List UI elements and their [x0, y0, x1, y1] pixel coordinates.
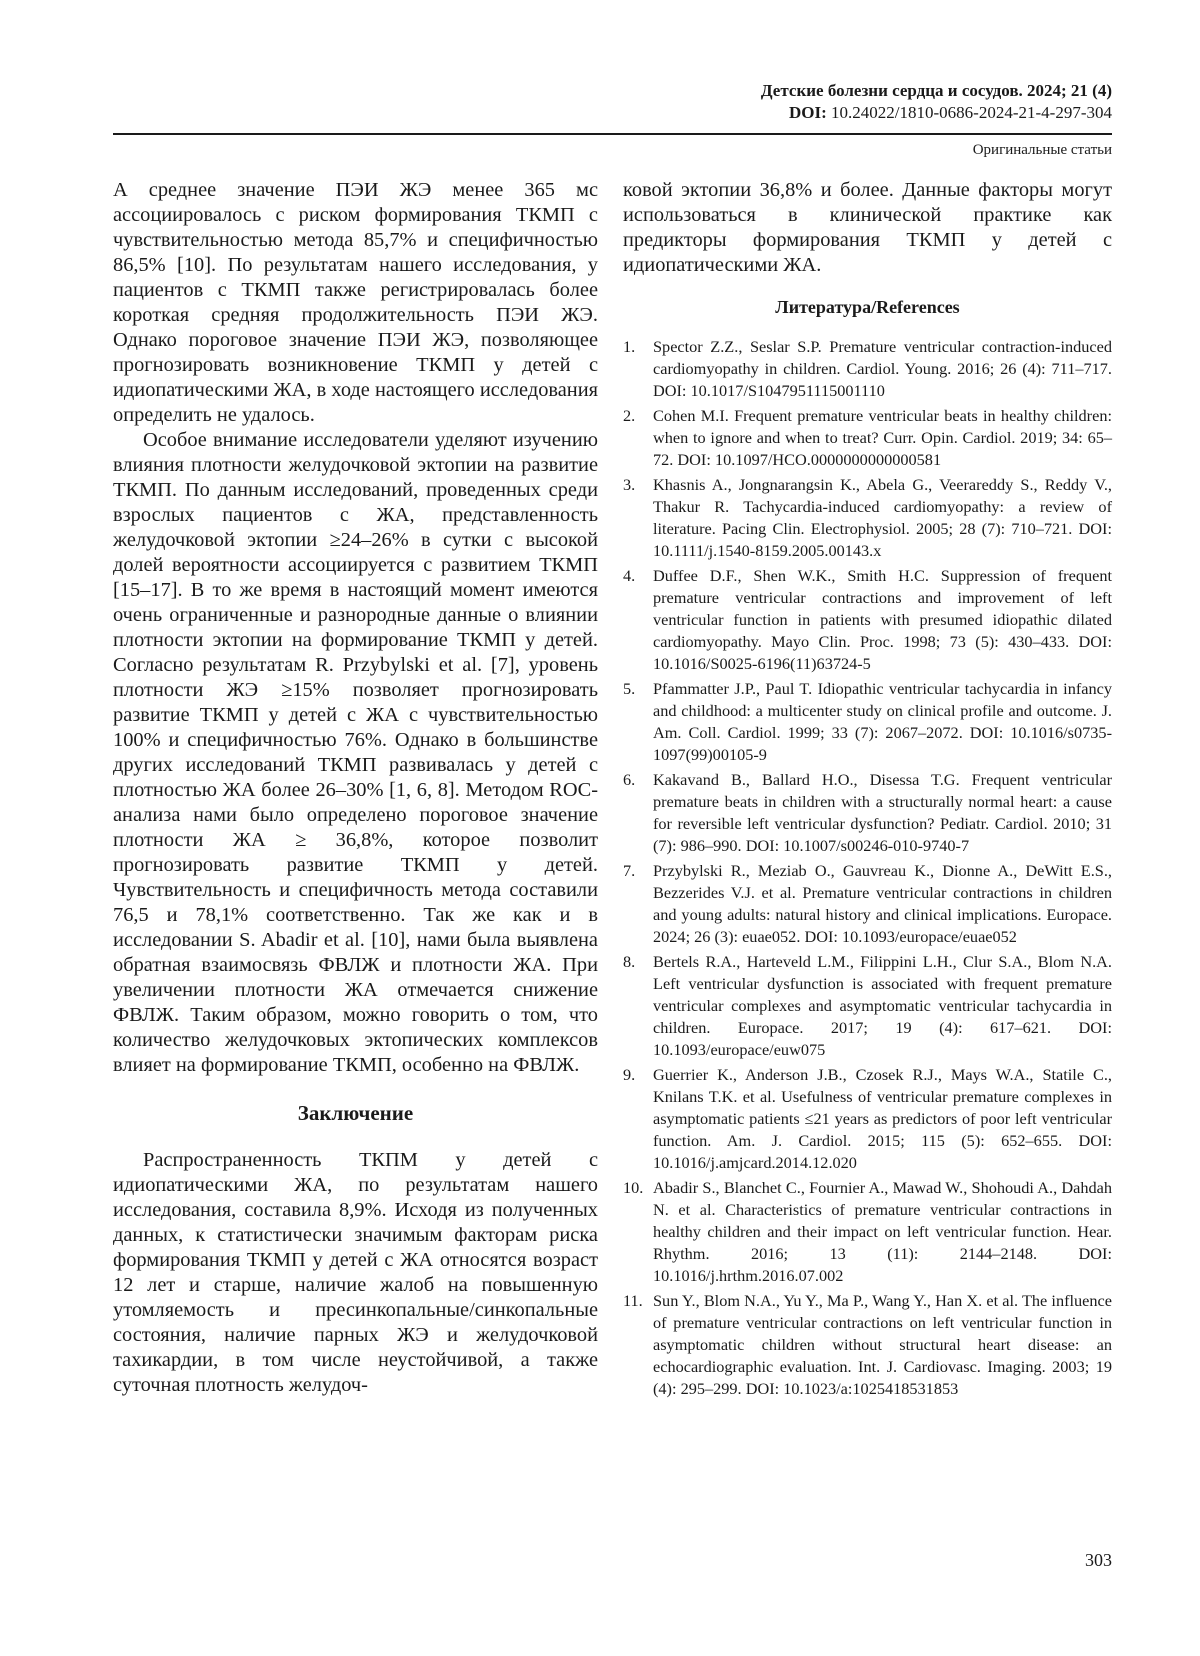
reference-item [623, 1177, 1112, 1287]
reference-number: 7. [623, 861, 636, 880]
reference-text: Sun Y., Blom N.A., Yu Y., Ma P., Wang Y., Han X. et al. The influence of premature ventricular contractions on left ventricular function in asymptomatic children without structural heart disease: an echocardiographic evaluation. Int. J. Cardiovasc. Imaging. 2003; 19 (4): 295–299. DOI: 10.1023/a:1025418531853 [653, 1291, 1112, 1398]
reference-item [623, 405, 1112, 471]
reference-item [623, 860, 1112, 948]
reference-text: Khasnis A., Jongnarangsin K., Abela G., Veerareddy S., Reddy V., Thakur R. Tachycardia-induced cardiomyopathy: a review of literature. Pacing Clin. Electrophysiol. 2005; 28 (7): 710–721. DOI: 10.1111/j.1540-8159.2005.00143.x [653, 475, 1112, 560]
running-header [761, 80, 1112, 124]
body-paragraph-2: Особое внимание исследователи уделяют изучению влияния плотности желудочковой эктопии на развитие ТКМП. По данным исследований, проведенных среди взрослых пациентов с ЖА, представленность желудочковой эктопии ≥24–26% в сутки с высокой долей вероятности ассоциируется с развитием ТКМП [15–17]. В то же время в настоящий момент имеются очень ограниченные и разнородные данные о влиянии плотности эктопии на формирование ТКМП у детей. Согласно результатам R. Przybylski et al. [7], уровень плотности ЖЭ ≥15% позволяет прогнозировать развитие ТКМП у детей с ЖА с чувствительностью 100% и специфичностью 76%. Однако в большинстве других исследований ТКМП развивалась у детей с плотностью ЖА более 26–30% [1, 6, 8]. Методом ROC-анализа нами было определено пороговое значение плотности ЖА ≥ 36,8%, которое позволит прогнозировать развитие ТКМП у детей. Чувствительность и специфичность метода составили 76,5 и 78,1% соответственно. Так же как и в исследовании S. Abadir et al. [10], нами была выявлена обратная взаимосвязь ФВЛЖ и плотности ЖА. При увеличении плотности ЖА отмечается снижение ФВЛЖ. Таким образом, можно говорить о том, что количество желудочковых эктопических комплексов влияет на формирование ТКМП, особенно на ФВЛЖ. [113, 429, 598, 1076]
reference-text: Przybylski R., Meziab O., Gauvreau K., Dionne A., DeWitt E.S., Bezzerides V.J. et al. Premature ventricular contractions in children and young adults: natural history and clinical implications. Europace. 2024; 26 (3): euae052. DOI: 10.1093/europace/euae052 [653, 861, 1112, 946]
conclusion-heading: Заключение [297, 1101, 414, 1125]
section-label: Оригинальные статьи [972, 142, 1112, 158]
conclusion-continuation: ковой эктопии 36,8% и более. Данные факторы могут использоваться в клинической практике как предикторы формирования ТКМП у детей с идиопатическими ЖА. [623, 179, 1112, 276]
reference-number: 6. [623, 770, 636, 789]
reference-number: 9. [623, 1065, 636, 1084]
reference-item [623, 769, 1112, 857]
reference-item [623, 678, 1112, 766]
reference-text: Bertels R.A., Harteveld L.M., Filippini L.H., Clur S.A., Blom N.A. Left ventricular dysfunction is associated with frequent premature ventricular complexes and asymptomatic ventricular tachycardia in children. Europace. 2017; 19 (4): 617–621. DOI: 10.1093/europace/euw075 [653, 952, 1112, 1059]
reference-number: 1. [623, 337, 636, 356]
conclusion-paragraph: Распространенность ТКПМ у детей с идиопатическими ЖА, по результатам нашего исследования, составила 8,9%. Исходя из полученных данных, к статистически значимым факторам риска формирования ТКМП у детей с ЖА относятся возраст 12 лет и старше, наличие жалоб на повышенную утомляемость и пресинкопальные/синкопальные состояния, наличие парных ЖЭ и желудочковой тахикардии, в том числе неустойчивой, а также суточная плотность желудоч- [113, 1149, 598, 1396]
body-paragraph-1: А среднее значение ПЭИ ЖЭ менее 365 мс ассоциировалось с риском формирования ТКМП с чувствительностью метода 85,7% и специфичностью 86,5% [10]. По результатам нашего исследования, у пациентов с ТКМП также регистрировалась более короткая средняя продолжительность ПЭИ ЖЭ. Однако пороговое значение ПЭИ ЖЭ, позволяющее прогнозировать возникновение ТКМП у детей с идиопатическими ЖА, в ходе настоящего исследования определить не удалось. [113, 179, 598, 426]
reference-item [623, 1290, 1112, 1400]
reference-number: 2. [623, 406, 636, 425]
reference-item [623, 951, 1112, 1061]
reference-item [623, 565, 1112, 675]
doi-link[interactable]: 10.24022/1810-0686-2024-21-4-297-304 [831, 103, 1112, 122]
reference-text: Pfammatter J.P., Paul T. Idiopathic ventricular tachycardia in infancy and childhood: a multicenter study on clinical profile and outcome. J. Am. Coll. Cardiol. 1999; 33 (7): 2067–2072. DOI: 10.1016/s0735-1097(99)00105-9 [653, 679, 1112, 764]
reference-text: Cohen M.I. Frequent premature ventricular beats in healthy children: when to ignore and when to treat? Curr. Opin. Cardiol. 2019; 34: 65–72. DOI: 10.1097/HCO.0000000000000581 [653, 406, 1112, 469]
reference-list [623, 336, 1112, 1400]
reference-text: Spector Z.Z., Seslar S.P. Premature ventricular contraction-induced cardiomyopathy in children. Cardiol. Young. 2016; 26 (4): 711–717. DOI: 10.1017/S1047951115001110 [653, 337, 1112, 400]
reference-item [623, 336, 1112, 402]
doi-line [761, 102, 1112, 124]
reference-text: Abadir S., Blanchet C., Fournier A., Mawad W., Shohoudi A., Dahdah N. et al. Characteristics of premature ventricular contractions in healthy children and their impact on left ventricular function. Hear. Rhythm. 2016; 13 (11): 2144–2148. DOI: 10.1016/j.hrthm.2016.07.002 [653, 1178, 1112, 1285]
reference-item [623, 1064, 1112, 1174]
page-number: 303 [1085, 1550, 1112, 1570]
reference-text: Kakavand B., Ballard H.O., Disessa T.G. Frequent ventricular premature beats in children with a structurally normal heart: a cause for reversible left ventricular dysfunction? Pediatr. Cardiol. 2010; 31 (7): 986–990. DOI: 10.1007/s00246-010-9740-7 [653, 770, 1112, 855]
reference-item [623, 474, 1112, 562]
doi-label: DOI: [789, 103, 827, 122]
journal-citation: Детские болезни сердца и сосудов. 2024; 21 (4) [760, 81, 1112, 100]
reference-number: 3. [623, 475, 636, 494]
reference-text: Duffee D.F., Shen W.K., Smith H.C. Suppression of frequent premature ventricular contractions and improvement of left ventricular function in patients with presumed idiopathic dilated cardiomyopathy. Mayo Clin. Proc. 1998; 73 (5): 430–433. DOI: 10.1016/S0025-6196(11)63724-5 [653, 566, 1112, 673]
left-column [113, 178, 598, 1398]
header-divider [113, 133, 1112, 135]
reference-number: 11. [623, 1291, 643, 1310]
reference-number: 4. [623, 566, 636, 585]
reference-number: 10. [623, 1178, 644, 1197]
reference-number: 5. [623, 679, 636, 698]
reference-number: 8. [623, 952, 636, 971]
reference-text: Guerrier K., Anderson J.B., Czosek R.J., Mays W.A., Statile C., Knilans T.K. et al. Usefulness of ventricular premature complexes in asymptomatic patients ≤21 years as predictors of poor left ventricular function. Am. J. Cardiol. 2015; 115 (5): 652–655. DOI: 10.1016/j.amjcard.2014.12.020 [653, 1065, 1112, 1172]
right-column [623, 178, 1112, 1403]
references-heading: Литература/References [775, 297, 960, 317]
